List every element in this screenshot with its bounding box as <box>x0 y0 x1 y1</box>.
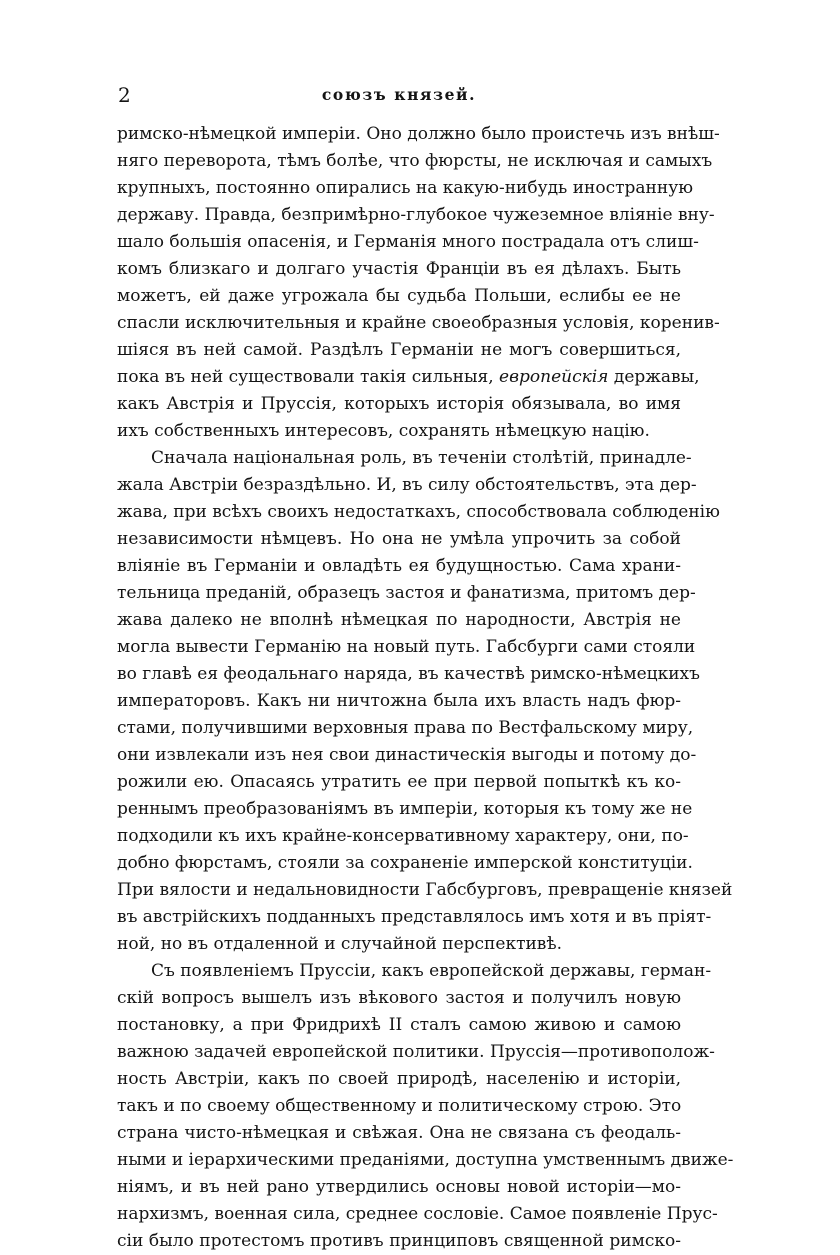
text-line: стами, получившими верховныя права по Вестфальскому миру, <box>117 718 694 738</box>
text-line: нархизмъ, военная сила, среднее сословіе. Самое появленіе Прус- <box>117 1204 718 1224</box>
page-number: 2 <box>118 83 132 107</box>
text-line: независимости нѣмцевъ. Но она не умѣла упрочить за собой <box>117 529 681 549</box>
text-line: важною задачей европейской политики. Пруссія—противополож- <box>117 1042 715 1062</box>
running-title: союзъ князей. <box>321 85 477 104</box>
text-line: реннымъ преобразованіямъ въ имперіи, которыя къ тому же не <box>117 799 693 819</box>
text-line: римско-нѣмецкой имперіи. Оно должно было проистечь изъ внѣш- <box>117 124 720 144</box>
text-line: ными и іерархическими преданіями, доступна умственнымъ движе- <box>117 1150 734 1170</box>
text-line: скій вопросъ вышелъ изъ вѣкового застоя и получилъ новую <box>117 988 681 1008</box>
text-line: ность Австріи, какъ по своей природѣ, населенію и исторіи, <box>117 1069 681 1089</box>
text-line: жава, при всѣхъ своихъ недостаткахъ, способствовала соблюденію <box>117 502 720 522</box>
text-line: комъ близкаго и долгаго участія Франціи въ ея дѣлахъ. Быть <box>117 259 681 279</box>
text-line: такъ и по своему общественному и политическому строю. Это <box>117 1096 682 1116</box>
text-line: шало большія опасенія, и Германія много пострадала отъ слиш- <box>117 232 699 252</box>
text-line: могла вывести Германію на новый путь. Габсбурги сами стояли <box>117 637 696 657</box>
text-line: вліяніе въ Германіи и овладѣть ея будущностью. Сама храни- <box>117 556 681 576</box>
text-line: тельница преданій, образецъ застоя и фанатизма, притомъ дер- <box>117 583 696 603</box>
italic-word: европейскія <box>499 367 609 387</box>
running-header <box>118 80 680 110</box>
text-line: рожили ею. Опасаясь утратить ее при первой попыткѣ къ ко- <box>117 772 681 792</box>
text-line: страна чисто-нѣмецкая и свѣжая. Она не связана съ феодаль- <box>117 1123 681 1143</box>
paragraph-start-line: Сначала національная роль, въ теченіи столѣтій, принадле- <box>151 448 692 468</box>
text-line: ной, но въ отдаленной и случайной перспективѣ. <box>117 934 563 954</box>
text-line: крупныхъ, постоянно опирались на какую-нибудь иностранную <box>117 178 694 198</box>
text-segment: державы, <box>613 367 700 387</box>
text-line: сіи было протестомъ противъ принциповъ священной римско- <box>117 1231 681 1251</box>
text-line: подходили къ ихъ крайне-консервативному характеру, они, по- <box>117 826 689 846</box>
text-line-with-italic <box>117 364 700 391</box>
text-line: какъ Австрія и Пруссія, которыхъ исторія обязывала, во имя <box>117 394 681 414</box>
text-line: При вялости и недальновидности Габсбурговъ, превращеніе князей <box>117 880 733 900</box>
text-line: жава далеко не вполнѣ нѣмецкая по народности, Австрія не <box>117 610 681 630</box>
text-segment: пока въ ней существовали такія сильныя, <box>117 367 494 387</box>
text-line: державу. Правда, безпримѣрно-глубокое чужеземное вліяніе вну- <box>117 205 715 225</box>
text-line: добно фюрстамъ, стояли за сохраненіе имперской конституціи. <box>117 853 693 873</box>
text-line: няго переворота, тѣмъ болѣе, что фюрсты, не исключая и самыхъ <box>117 151 713 171</box>
text-line: жала Австріи безраздѣльно. И, въ силу обстоятельствъ, эта дер- <box>117 475 697 495</box>
text-line: они извлекали изъ нея свои династическія выгоды и потому до- <box>117 745 697 765</box>
body-text <box>117 121 734 1255</box>
text-line: можетъ, ей даже угрожала бы судьба Польши, еслибы ее не <box>117 286 681 306</box>
text-line: ихъ собственныхъ интересовъ, сохранять нѣмецкую націю. <box>117 421 650 441</box>
text-line: ніямъ, и въ ней рано утвердились основы новой исторіи—мо- <box>117 1177 681 1197</box>
text-line: постановку, а при Фридрихѣ II сталъ самою живою и самою <box>117 1015 681 1035</box>
text-line: шіяся въ ней самой. Раздѣлъ Германіи не могъ совершиться, <box>117 340 681 360</box>
paragraph-start-line: Съ появленіемъ Пруссіи, какъ европейской державы, герман- <box>151 961 712 981</box>
text-line: спасли исключительныя и крайне своеобразныя условія, коренив- <box>117 313 720 333</box>
text-line: во главѣ ея феодальнаго наряда, въ качествѣ римско-нѣмецкихъ <box>117 664 700 684</box>
text-line: въ австрійскихъ подданныхъ представлялось имъ хотя и въ пріят- <box>117 907 712 927</box>
text-line: императоровъ. Какъ ни ничтожна была ихъ власть надъ фюр- <box>117 691 681 711</box>
